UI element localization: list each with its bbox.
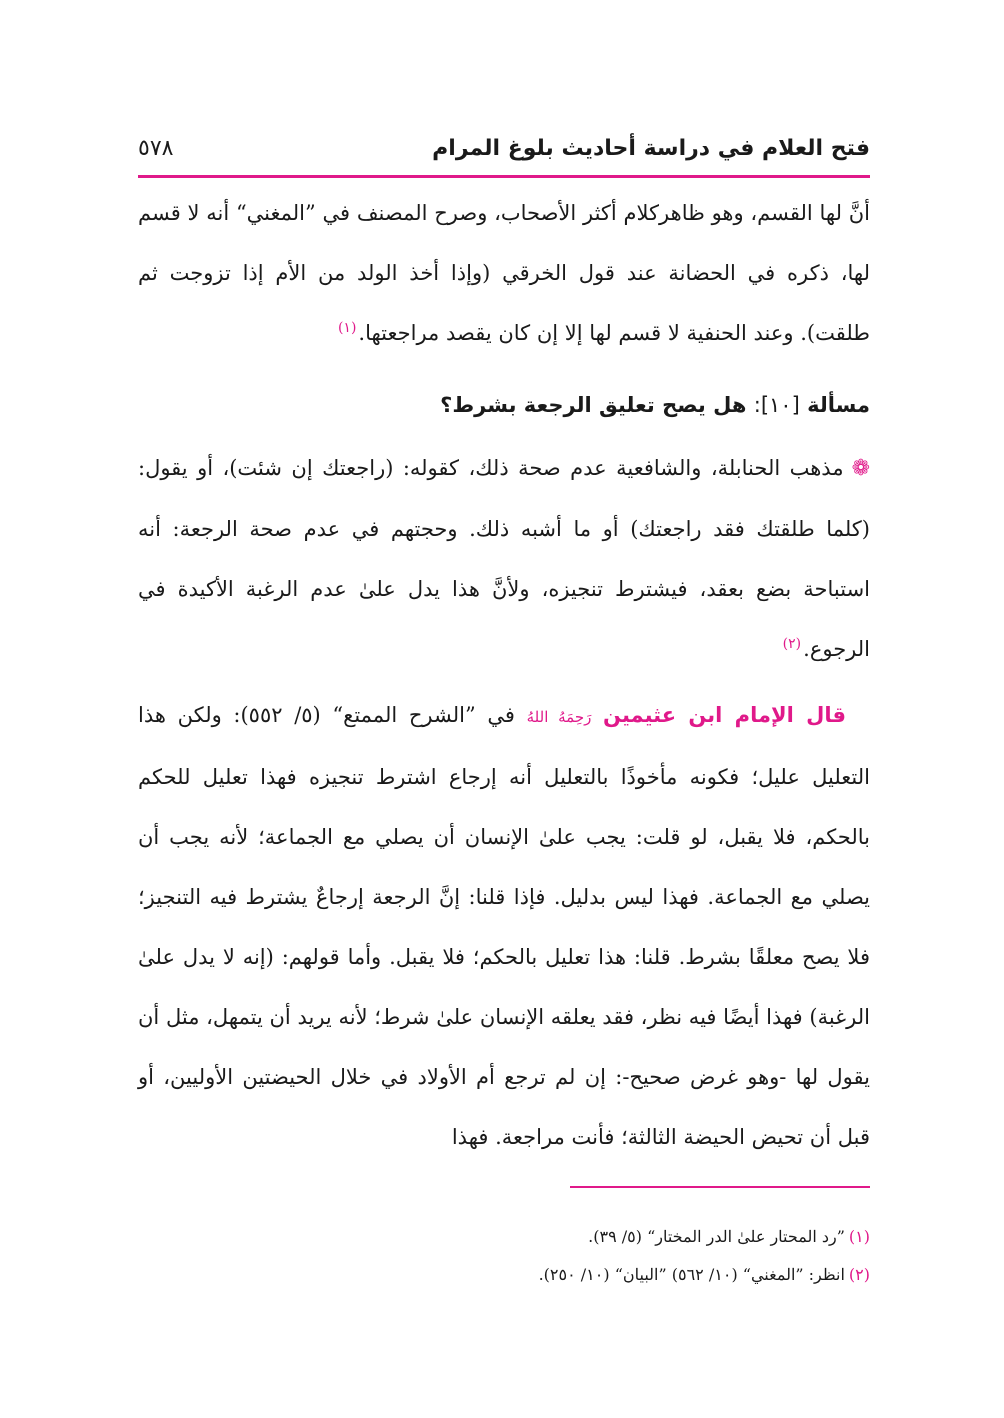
footnote-ref-2[interactable]: (٢) bbox=[782, 636, 802, 652]
running-header bbox=[138, 128, 870, 168]
book-title: فتح العلام في دراسة أحاديث بلوغ المرام bbox=[432, 135, 870, 161]
header-divider bbox=[138, 175, 870, 178]
paragraph-3-text: في ”الشرح الممتع“ (٥/ ٥٥٢): ولكن هذا التعليل عليل؛ فكونه مأخوذًا بالتعليل أنه إرجاع اشترط تنجيزه فهذا تعليل للحكم بالحكم، فلا يقبل، لو قلت: يجب علىٰ الإنسان أن يصلي مع الجماعة؛ لأنه يجب أن يصلي مع الجماعة. فهذا ليس بدليل. فإذا قلنا: إنَّ الرجعة إرجاعٌ يشترط فيه التنجيز؛ فلا يصح معلقًا بشرط. قلنا: هذا تعليل بالحكم؛ فلا يقبل. وأما قولهم: (إنه لا يدل علىٰ الرغبة) فهذا أيضًا فيه نظر، فقد يعلقه الإنسان علىٰ شرط؛ لأنه يريد أن يتمهل، مثل أن يقول لها -وهو غرض صحيح-: إن لم ترجع أم الأولاد في خلال الحيضتين الأوليين، أو قبل أن تحيض الحيضة الثالثة؛ فأنت مراجعة. فهذا bbox=[138, 703, 870, 1149]
paragraph-2 bbox=[138, 438, 870, 679]
issue-question: هل يصح تعليق الرجعة بشرط؟ bbox=[440, 393, 747, 417]
issue-label: مسألة bbox=[807, 393, 870, 417]
page-number: ٥٧٨ bbox=[138, 135, 174, 161]
paragraph-1 bbox=[138, 183, 870, 363]
footnote-item bbox=[138, 1218, 870, 1256]
paragraph-3 bbox=[138, 685, 870, 1167]
footnote-ref-1[interactable]: (١) bbox=[337, 320, 357, 336]
quoted-scholar: قال الإمام ابن عثيمين bbox=[603, 703, 846, 727]
footnote-number: (٢) bbox=[848, 1265, 870, 1284]
honorific: رَحِمَهُ اللهُ bbox=[526, 708, 592, 726]
issue-number: [١٠]: bbox=[753, 393, 800, 417]
footnote-number: (١) bbox=[848, 1227, 870, 1246]
paragraph-2-text: مذهب الحنابلة، والشافعية عدم صحة ذلك، كقوله: (راجعتك إن شئت)، أو يقول: (كلما طلقتك فقد راجعتك) أو ما أشبه ذلك. وحجتهم في عدم صحة الرجعة: أنه استباحة بضع بعقد، فيشترط تنجيزه، ولأنَّ هذا يدل علىٰ عدم الرغبة الأكيدة في الرجوع. bbox=[138, 456, 870, 661]
paragraph-1-text: أنَّ لها القسم، وهو ظاهركلام أكثر الأصحاب، وصرح المصنف في ”المغني“ أنه لا قسم لها، ذكره في الحضانة عند قول الخرقي (وإذا أخذ الولد من الأم إذا تزوجت ثم طلقت). وعند الحنفية لا قسم لها إلا إن كان يقصد مراجعتها. bbox=[138, 201, 870, 345]
footnotes bbox=[138, 1218, 870, 1294]
footnote-item bbox=[138, 1256, 870, 1294]
issue-heading bbox=[138, 375, 870, 435]
footnote-text: ”رد المحتار علىٰ الدر المختار“ (٥/ ٣٩). bbox=[588, 1227, 845, 1246]
document-page bbox=[138, 0, 870, 1418]
footnote-text: انظر: ”المغني“ (١٠/ ٥٦٢) ”البيان“ (١٠/ ٢٥٠). bbox=[538, 1265, 845, 1284]
flower-bullet-icon: ❁ bbox=[851, 456, 870, 481]
footnote-divider bbox=[570, 1186, 870, 1188]
